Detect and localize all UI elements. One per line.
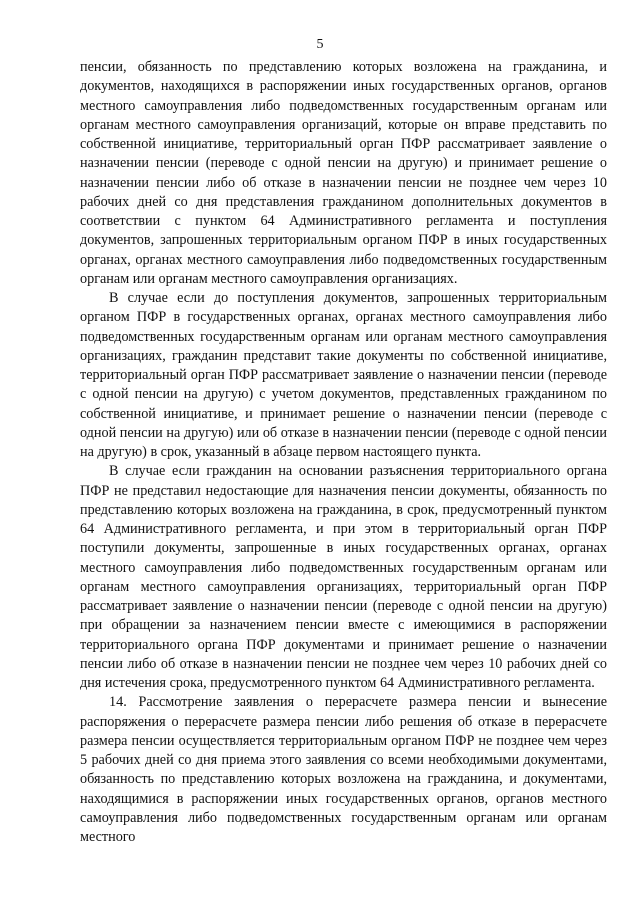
paragraph-14-recalculation: 14. Рассмотрение заявления о перерасчете размера пенсии и вынесение распоряжения о перерасчете размера пенсии либо решения об отказе в перерасчете размера пенсии осуществляется территориальным органом ПФР не позднее чем через 5 рабочих дней со дня приема этого заявления со всеми необходимыми документами, обязанность по представлению которых возложена на гражданина, и документами, находящимися в распоряжении иных государственных органов, органов местного самоуправления либо подведомственных государственным органам или органам местного [80,694,607,845]
paragraph-documents-not-submitted: В случае если гражданин на основании разъяснения территориального органа ПФР не представил недостающие для назначения пенсии документы, обязанность по представлению которых возложена на гражданина, в срок, предусмотренный пунктом 64 Административного регламента, и при этом в территориальный орган ПФР поступили документы, запрошенные в иных государственных органах, органах местного самоуправления либо подведомственных государственным органам или органам местного самоуправления организациях, территориальный орган ПФР рассматривает заявление о назначении пенсии (переводе с одной пенсии на другую) при обращении за назначением пенсии вместе с имеющимися в распоряжении территориального органа ПФР документами и принимает решение о назначении пенсии либо об отказе в назначении пенсии не позднее чем через 10 рабочих дней со дня истечения срока, предусмотренного пунктом 64 Административного регламента. [80,463,607,691]
paragraph-continuation: пенсии, обязанность по представлению которых возложена на гражданина, и документов, находящихся в распоряжении иных государственных органов, органов местного самоуправления либо подведомственных государственным органам или органам местного самоуправления организаций, которые он вправе представить по собственной инициативе, территориальный орган ПФР рассматривает заявление о назначении пенсии (переводе с одной пенсии на другую) и принимает решение о назначении пенсии либо об отказе в назначении пенсии не позднее чем через 10 рабочих дней со дня представления гражданином дополнительных документов в соответствии с пунктом 64 Административного регламента и поступления документов, запрошенных территориальным органом ПФР в иных государственных органах, органах местного самоуправления либо подведомственных государственным органам или органам местного самоуправления организациях. [80,59,607,287]
document-body [80,58,607,847]
paragraph-documents-before-receipt: В случае если до поступления документов, запрошенных территориальным органом ПФР в государственных органах, органах местного самоуправления либо подведомственных государственным органам или органам местного самоуправления организациях, гражданин представит такие документы по собственной инициативе, территориальный орган ПФР рассматривает заявление о назначении пенсии (переводе с одной пенсии на другую) с учетом документов, представленных гражданином по собственной инициативе, и принимает решение о назначении пенсии (переводе с одной пенсии на другую) или об отказе в назначении пенсии (переводе с одной пенсии на другую) в срок, указанный в абзаце первом настоящего пункта. [80,290,607,460]
page-number: 5 [316,37,324,52]
